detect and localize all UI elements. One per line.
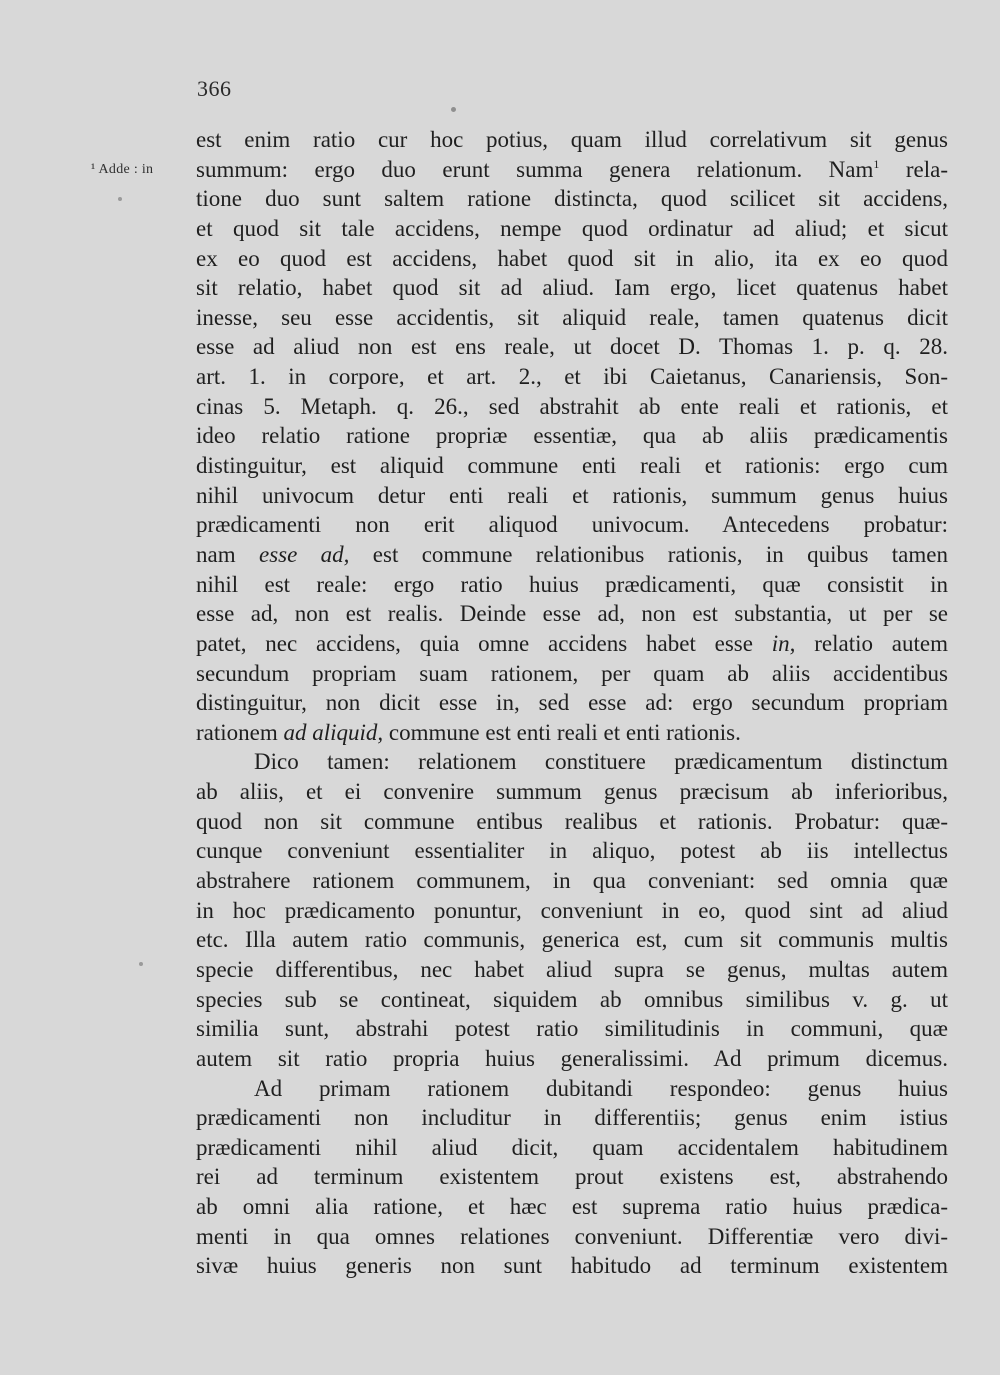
text-segment: rationem xyxy=(196,719,278,745)
text-line: est enim ratio cur hoc potius, quam illud correlativum sit genus xyxy=(196,127,948,152)
text-segment: patet, nec accidens, quia omne accidens habet esse xyxy=(196,630,753,656)
text-line: abstrahere rationem communem, in qua conveniant: sed omnia quæ xyxy=(196,868,948,894)
text-line: nihil univocum detur enti reali et rationis, summum genus huius xyxy=(196,482,948,508)
paragraph-start-line: Ad primam rationem dubitandi respondeo: genus huius xyxy=(254,1075,948,1101)
text-line: ab omni alia ratione, et hæc est suprema ratio huius prædica- xyxy=(196,1194,948,1220)
text-line: etc. Illa autem ratio communis, generica est, cum sit communis multis xyxy=(196,927,948,953)
text-line: quod non sit commune entibus realibus et rationis. Probatur: quæ- xyxy=(196,808,948,834)
text-line: ex eo quod est accidens, habet quod sit in alio, ita ex eo quod xyxy=(196,245,948,271)
text-line: ideo relatio ratione propriæ essentiæ, qua ab aliis prædicamentis xyxy=(196,423,948,449)
text-line: ab aliis, et ei convenire summum genus præcisum ab inferioribus, xyxy=(196,779,948,805)
text-line: secundum propriam suam rationem, per quam ab aliis accidentibus xyxy=(196,660,948,686)
footnote-marker: 1 xyxy=(873,156,880,171)
margin-footnote: ¹ Adde : in xyxy=(91,162,154,177)
italic-term: in, xyxy=(771,630,796,656)
text-line: prædicamenti non erit aliquod univocum. Antecedens probatur: xyxy=(196,512,948,538)
text-line: rei ad terminum existentem prout existens est, abstrahendo xyxy=(196,1164,948,1190)
italic-term: ad aliquid, xyxy=(283,719,384,745)
text-line: similia sunt, abstrahi potest ratio similitudinis in communi, quæ xyxy=(196,1016,948,1042)
italic-term: esse ad, xyxy=(258,541,350,567)
body-text xyxy=(196,125,948,1281)
text-line: art. 1. in corpore, et art. 2., et ibi Caietanus, Canariensis, Son- xyxy=(196,364,948,390)
text-line: in hoc prædicamento ponuntur, conveniunt in eo, quod sint ad aliud xyxy=(196,897,948,923)
text-line xyxy=(196,629,948,659)
text-line: cinas 5. Metaph. q. 26., sed abstrahit ab ente reali et rationis, et xyxy=(196,393,948,419)
text-line: autem sit ratio propria huius generalissimi. Ad primum dicemus. xyxy=(196,1045,948,1071)
text-segment: relatio autem xyxy=(795,630,948,656)
text-segment: nam xyxy=(196,541,236,567)
text-line: sit relatio, habet quod sit ad aliud. Iam ergo, licet quatenus habet xyxy=(196,275,948,301)
text-line xyxy=(196,155,948,185)
text-line: cunque conveniunt essentialiter in aliquo, potest ab iis intellectus xyxy=(196,838,948,864)
ink-speck xyxy=(451,107,456,112)
text-line: specie differentibus, nec habet aliud supra se genus, multas autem xyxy=(196,956,948,982)
text-line: et quod sit tale accidens, nempe quod ordinatur ad aliud; et sicut xyxy=(196,215,948,241)
text-line xyxy=(196,718,948,748)
text-line: tione duo sunt saltem ratione distincta, quod scilicet sit accidens, xyxy=(196,186,948,212)
text-line: distinguitur, non dicit esse in, sed esse ad: ergo secundum propriam xyxy=(196,690,948,716)
text-line: menti in qua omnes relationes conveniunt. Differentiæ vero divi- xyxy=(196,1223,948,1249)
text-line: species sub se contineat, siquidem ab omnibus similibus v. g. ut xyxy=(196,986,948,1012)
text-segment: summum: ergo duo erunt summa genera relationum. Nam xyxy=(196,156,874,182)
paragraph-start-line: Dico tamen: relationem constituere prædicamentum distinctum xyxy=(254,749,948,775)
text-line: esse ad aliud non est ens reale, ut docet D. Thomas 1. p. q. 28. xyxy=(196,334,948,360)
text-line: distinguitur, est aliquid commune enti reali et rationis: ergo cum xyxy=(196,453,948,479)
text-line: prædicamenti non includitur in differentiis; genus enim istius xyxy=(196,1105,948,1131)
page-number: 366 xyxy=(197,76,232,101)
text-line: inesse, seu esse accidentis, sit aliquid reale, tamen quatenus dicit xyxy=(196,304,948,330)
text-line xyxy=(196,540,948,570)
ink-speck xyxy=(139,962,143,966)
ink-speck xyxy=(118,197,122,201)
text-line: esse ad, non est realis. Deinde esse ad, non est substantia, ut per se xyxy=(196,601,948,627)
text-segment: commune est enti reali et enti rationis. xyxy=(383,719,741,745)
text-line: sivæ huius generis non sunt habitudo ad terminum existentem xyxy=(196,1253,948,1279)
text-segment: est commune relationibus rationis, in quibus tamen xyxy=(349,541,948,567)
text-segment: rela- xyxy=(879,156,948,182)
text-line: prædicamenti nihil aliud dicit, quam accidentalem habitudinem xyxy=(196,1134,948,1160)
text-line: nihil est reale: ergo ratio huius prædicamenti, quæ consistit in xyxy=(196,571,948,597)
